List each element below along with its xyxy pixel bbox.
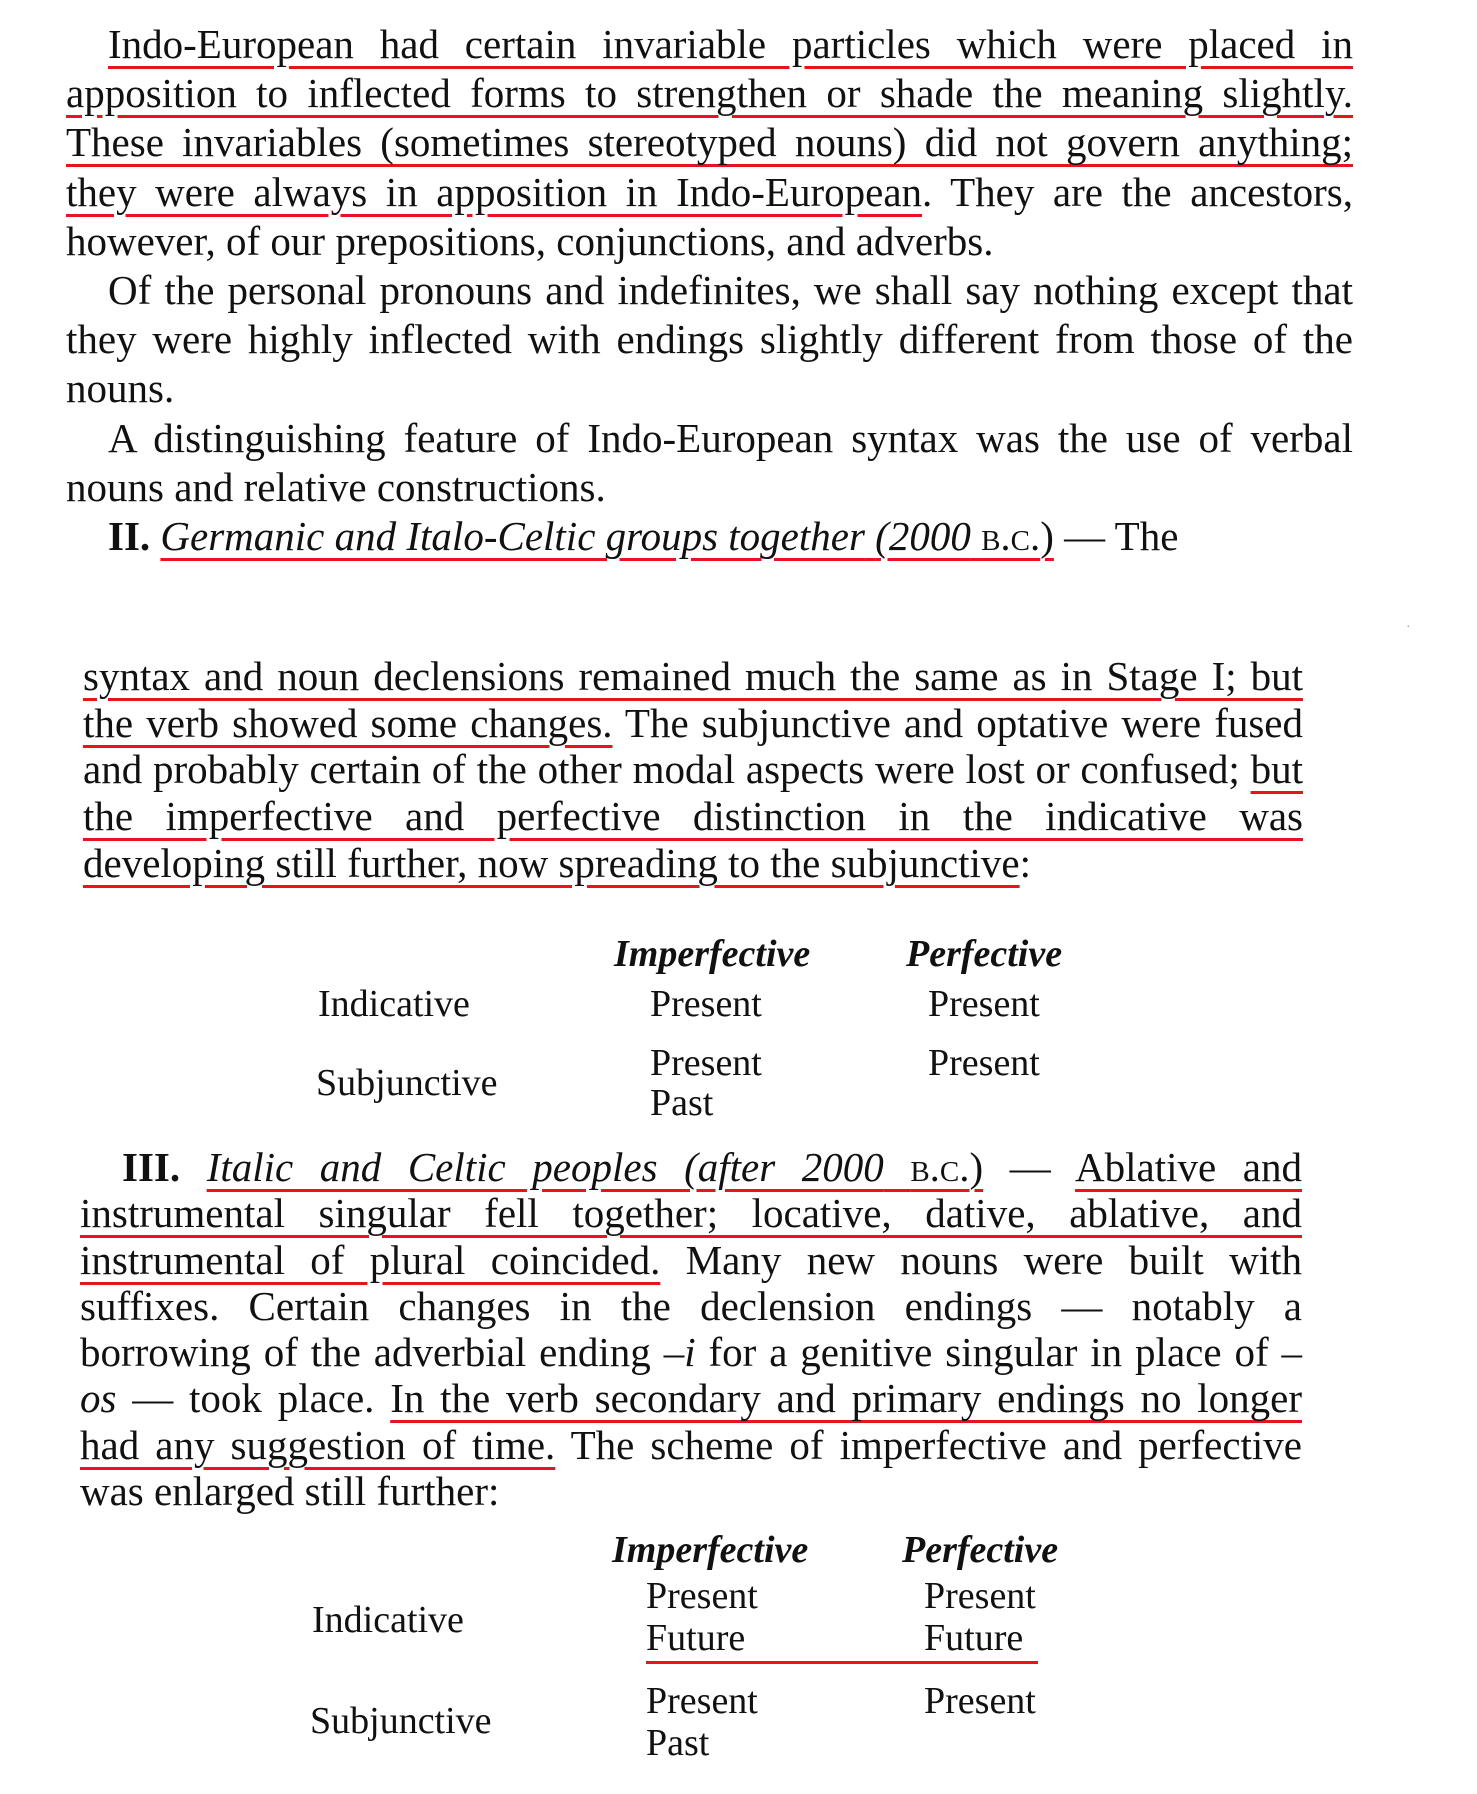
highlight-verb-endings: In the verb secondary and primary endings no longer had any suggestion of time. <box>80 1375 1302 1468</box>
stage-two-date-close: ) <box>1040 513 1054 560</box>
highlight-distinction: but the imperfective and perfective distinction in the indicative was developing still further, now spreading to the subjunctive <box>83 746 1303 886</box>
row-label-subjunctive: Subjunctive <box>316 1062 498 1104</box>
cell-indicative-imperfective: Present <box>650 983 762 1025</box>
stage-three-title: Italic and Celtic peoples (after 2000 <box>206 1144 884 1190</box>
stage-three-section <box>80 1144 1302 1514</box>
stage-three-dash: — <box>983 1144 1076 1190</box>
cell-subjunctive-imperfective-past: Past <box>646 1722 710 1764</box>
cell-indicative-imperfective-present: Present <box>646 1575 758 1617</box>
column-header-perfective: Perfective <box>902 1529 1059 1571</box>
cell-subjunctive-imperfective-past: Past <box>650 1082 714 1124</box>
column-header-imperfective: Imperfective <box>614 933 811 975</box>
stage-two-title: Germanic and Italo-Celtic groups together <box>160 513 865 560</box>
cell-subjunctive-imperfective-present: Present <box>646 1680 758 1722</box>
text-ancestors: . They are the ancestors, however, of our prepositions, conjunctions, and adverbs. <box>66 168 1353 264</box>
column-header-perfective: Perfective <box>906 933 1063 975</box>
cell-subjunctive-perfective: Present <box>924 1680 1036 1722</box>
intro-section <box>66 20 1353 561</box>
text-subjunctive-optative: The subjunctive and optative were fused and probably certain of the other modal aspects were lost or confused; <box>83 699 1304 793</box>
paragraph-syntax-feature: A distinguishing feature of Indo-European syntax was the use of verbal nouns and relative constructions. <box>66 414 1353 510</box>
text-scheme: The scheme of imperfective and perfective was enlarged still further: <box>80 1421 1303 1515</box>
text-new-nouns: Many new nouns were built with suffixes. Certain changes in the declension endings — notably a borrowing of the adverbial ending <box>80 1236 1303 1376</box>
stage-two-title-highlight <box>160 513 1054 559</box>
row-label-indicative: Indicative <box>312 1599 464 1641</box>
paragraph-invariable-particles <box>66 20 1353 266</box>
stage-two-date: (2000 <box>875 513 971 560</box>
text-genitive: for a genitive singular in place of <box>695 1329 1282 1376</box>
row-label-indicative: Indicative <box>318 983 470 1025</box>
row-label-subjunctive: Subjunctive <box>310 1700 492 1742</box>
highlight-syntax-verb: syntax and noun declensions remained much the same as in Stage I; but the verb showed some changes. <box>83 653 1303 746</box>
stage-two-heading <box>66 512 1353 561</box>
cell-indicative-imperfective-future: Future <box>646 1617 746 1659</box>
future-row-underline <box>646 1661 1038 1664</box>
stage-three-title-highlight <box>207 1144 983 1190</box>
cell-subjunctive-imperfective-present: Present <box>650 1042 762 1084</box>
column-header-imperfective: Imperfective <box>612 1529 809 1571</box>
highlight-invariables: These invariables (sometimes stereotyped nouns) did not govern anything; they were always in apposition in Indo-European <box>66 119 1353 215</box>
ending-i: –i <box>663 1329 696 1376</box>
stage-three-numeral: III. <box>122 1144 181 1190</box>
paragraph-stage-two <box>83 653 1303 887</box>
stage-two-numeral: II. <box>108 513 151 560</box>
ending-os: –os <box>80 1329 1302 1422</box>
cell-subjunctive-perfective: Present <box>928 1042 1040 1084</box>
stage-two-section <box>83 653 1303 887</box>
paragraph-pronouns: Of the personal pronouns and indefinites, we shall say nothing except that they were highly inflected with endings slightly different from those of the nouns. <box>66 267 1353 412</box>
stage-three-era: b.c. <box>910 1144 970 1190</box>
highlight-particles: Indo-European had certain invariable particles which were placed in apposition to inflected forms to strengthen or shade the meaning slightly. <box>66 21 1353 117</box>
cell-indicative-perfective-present: Present <box>924 1575 1036 1617</box>
scan-mark: · <box>1406 620 1411 635</box>
text-colon: : <box>1019 839 1032 886</box>
cell-indicative-perfective-future: Future <box>924 1617 1024 1659</box>
stage-two-lead: — The <box>1053 513 1179 560</box>
text-took-place: — took place. <box>116 1375 391 1422</box>
cell-indicative-perfective: Present <box>928 983 1040 1025</box>
paragraph-stage-three <box>80 1144 1302 1514</box>
stage-three-close: ) <box>969 1144 984 1190</box>
highlight-ablative: Ablative and instrumental singular fell together; locative, dative, ablative, and instrumental of plural coincided. <box>80 1144 1302 1283</box>
stage-two-era: b.c. <box>981 513 1041 560</box>
